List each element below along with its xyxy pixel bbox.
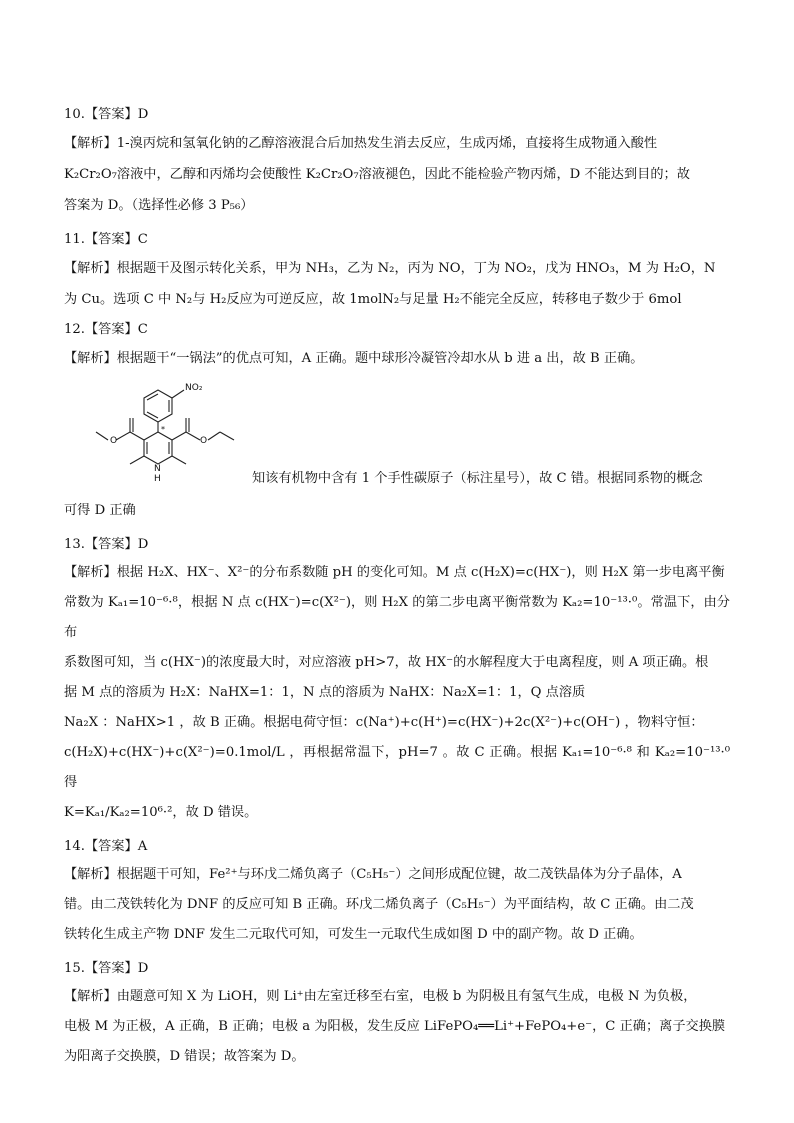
q13-line-2: 常数为 Kₐ₁=10⁻⁶·⁸，根据 N 点 c(HX⁻)=c(X²⁻)，则 H₂X 的第二步电离平衡常数为 Kₐ₂=10⁻¹³·⁰。常温下，由分布 [64,595,730,640]
q12-caption: 知该有机物中含有 1 个手性碳原子（标注星号），故 C 错。根据同系物的概念 [252,471,703,486]
q13-answer: 13.【答案】D [64,537,149,552]
q12-answer: 12.【答案】C [64,322,148,337]
q14-line-2: 错。由二茂铁转化为 DNF 的反应可知 B 正确。环戊二烯负离子（C₅H₅⁻）为平面结构，故 C 正确。由二茂 [64,897,694,912]
nifedipine-structure-diagram [84,376,254,488]
ester-oxygen-left: O [110,436,118,446]
q13-line-4: 据 M 点的溶质为 H₂X：NaHX=1：1，N 点的溶质为 NaHX：Na₂X=1：1，Q 点溶质 [64,685,586,700]
q13-line-5: Na₂X ：NaHX>1 ，故 B 正确。根据电荷守恒：c(Na⁺)+c(H⁺)=c(HX⁻)+2c(X²⁻)+c(OH⁻) ，物料守恒： [64,715,704,730]
q13-line-1: 【解析】根据 H₂X、HX⁻、X²⁻的分布系数随 pH 的变化可知。M 点 c(H₂X)=c(HX⁻)，则 H₂X 第一步电离平衡 [64,565,725,580]
chiral-star: * [161,425,165,434]
ester-oxygen-right: O [200,436,208,446]
q13-line-7: K=Kₐ₁/Kₐ₂=10⁶·²，故 D 错误。 [64,805,258,820]
q14-line-1: 【解析】根据题干可知，Fe²⁺与环戊二烯负离子（C₅H₅⁻）之间形成配位键，故二茂铁晶体为分子晶体，A [64,867,682,882]
nh-h-label: H [154,474,161,484]
q12-line-1: 【解析】根据题干“一锅法”的优点可知，A 正确。题中球形冷凝管冷却水从 b 进 a 出，故 B 正确。 [64,351,644,366]
q14-line-3: 铁转化生成主产物 DNF 发生二元取代可知，可发生一元取代生成如图 D 中的副产物。故 D 正确。 [64,927,643,942]
q15-analysis [64,982,730,1072]
q13-analysis [64,558,730,828]
q15-line-3: 为阳离子交换膜，D 错误；故答案为 D。 [64,1049,305,1064]
nh-n-label: N [154,464,161,474]
q11-answer: 11.【答案】C [64,232,148,247]
q10-line-2: K₂Cr₂O₇溶液中，乙醇和丙烯均会使酸性 K₂Cr₂O₇溶液褪色，因此不能检验产物丙烯，D 不能达到目的；故 [64,167,690,182]
q15-answer: 15.【答案】D [64,961,149,976]
q10-line-1: 【解析】1-溴丙烷和氢氧化钠的乙醇溶液混合后加热发生消去反应，生成丙烯，直接将生成物通入酸性 [64,136,658,151]
q11-line-1: 【解析】根据题干及图示转化关系，甲为 NH₃，乙为 N₂，丙为 NO，丁为 NO₂，戊为 HNO₃，M 为 H₂O，N [64,261,716,276]
q15-line-2: 电极 M 为正极，A 正确，B 正确；电极 a 为阳极，发生反应 LiFePO₄══Li⁺+FePO₄+e⁻，C 正确；离子交换膜 [64,1019,726,1034]
q11-line-2: 为 Cu。选项 C 中 N₂与 H₂反应为可逆反应，故 1molN₂与足量 H₂不能完全反应，转移电子数少于 6mol [64,292,682,307]
no2-label: NO₂ [185,383,203,393]
q10-analysis [64,128,730,221]
q14-analysis [64,860,730,950]
q12-tail: 可得 D 正确 [64,503,136,518]
q10-line-3: 答案为 D。（选择性必修 3 P₅₆） [64,198,254,213]
q12-molecule-row [64,376,730,496]
q15-line-1: 【解析】由题意可知 X 为 LiOH，则 Li⁺由左室迁移至右室，电极 b 为阴极且有氢气生成，电极 N 为负极， [64,989,697,1004]
q11-analysis [64,253,730,315]
q14-answer: 14.【答案】A [64,839,148,854]
q13-line-3: 系数图可知，当 c(HX⁻)的浓度最大时，对应溶液 pH>7，故 HX⁻的水解程度大于电离程度，则 A 项正确。根 [64,655,709,670]
q12-analysis [64,343,730,374]
answer-sheet [64,96,730,1072]
q13-line-6: c(H₂X)+c(HX⁻)+c(X²⁻)=0.1mol/L ，再根据常温下，pH=7 。故 C 正确。根据 Kₐ₁=10⁻⁶·⁸ 和 Kₐ₂=10⁻¹³·⁰ 得 [64,745,730,790]
q10-answer: 10.【答案】D [64,107,149,122]
